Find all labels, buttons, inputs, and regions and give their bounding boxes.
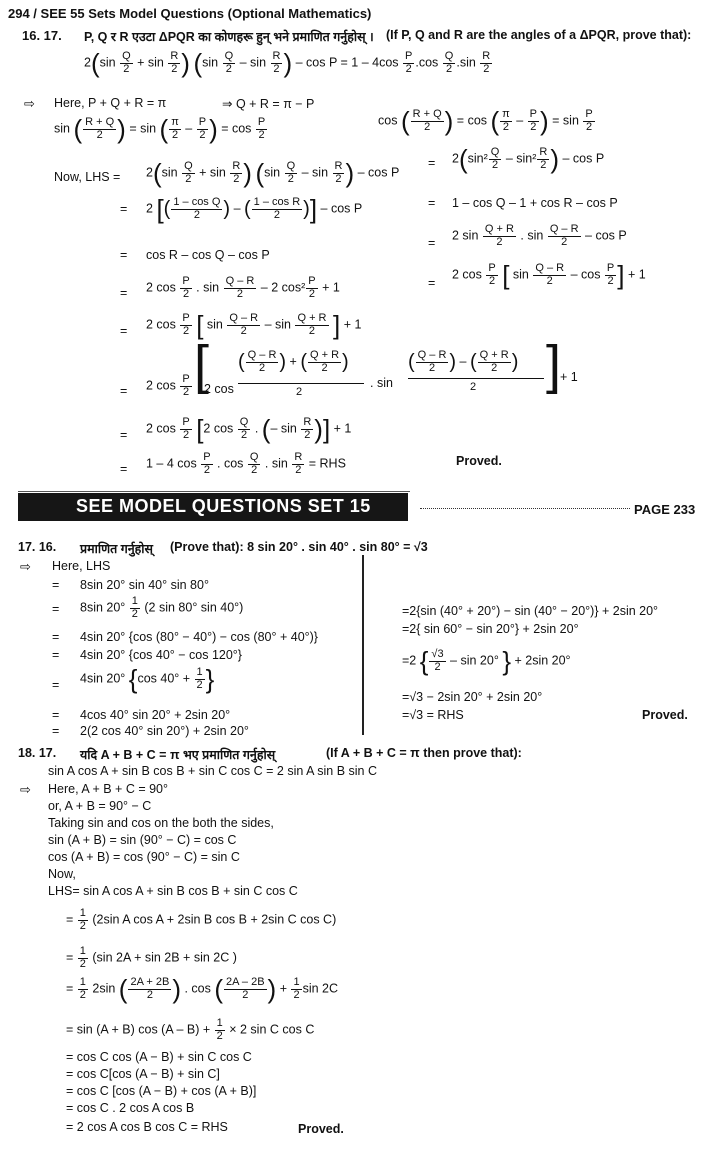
lhs-step-8: 1 – 4 cos $\frac{P}{2}$ . cos $\frac{Q}{2}$ . sin $\frac{R}{2}$ = RHS xyxy=(146,451,346,476)
lhs-step-1: 2(sin $\frac{Q}{2}$ + sin $\frac{R}{2}$ ) (sin $\frac{Q}{2}$ – sin $\frac{R}{2}$ ) – cos P xyxy=(146,158,400,188)
q17-left-step-7: 2(2 cos 40° sin 20°) + 2sin 20° xyxy=(80,724,249,738)
rhs-step-1: 2(sin² $\frac{Q}{2}$ – sin² $\frac{R}{2}$ ) – cos P xyxy=(452,144,605,174)
lhs-step-6-numerator: ( $\frac{Q - R}{2}$ ) + ( $\frac{Q + R}{2}$ ) xyxy=(238,349,349,374)
lhs-step-6-sin: . sin xyxy=(370,376,393,390)
q18-line-1: Here, A + B + C = 90° xyxy=(48,782,169,796)
question-statement-np: प्रमाणित गर्नुहोस् xyxy=(80,542,153,556)
proved-label: Proved. xyxy=(642,708,688,722)
q17-left-step-1: 8sin 20° sin 40° sin 80° xyxy=(80,578,209,592)
q18-step-6: = cos C[cos (A − B) + sin C] xyxy=(66,1067,220,1081)
q17-right-step-1: =2{sin (40° + 20°) − sin (40° − 20°)} + 2sin 20° xyxy=(402,604,659,618)
fraction-bar xyxy=(238,383,364,384)
given-expression: 2(sin $\frac{Q}{2}$ + sin $\frac{R}{2}$ ) (sin $\frac{Q}{2}$ – sin $\frac{R}{2}$ ) – cos P = 1 – 4cos $\frac{P}{2}$ .cos $\frac{Q}{2}$ .sin $\frac{R}{2}$ xyxy=(84,48,491,78)
rhs-step-3: 2 sin $\frac{Q + R}{2}$ . sin $\frac{Q - R}{2}$ – cos P xyxy=(452,223,627,248)
dotted-leader xyxy=(420,508,630,509)
q17-left-step-2: 8sin 20° $\frac{1}{2}$ (2 sin 80° sin 40°) xyxy=(80,595,244,620)
now-lhs-label: Now, LHS = xyxy=(54,170,121,184)
denominator-2: 2 xyxy=(470,381,477,393)
q18-line-7: LHS= sin A cos A + sin B cos B + sin C cos C xyxy=(48,884,298,898)
question-statement-np: यदि A + B + C = π भए प्रमाणित गर्नुहोस् xyxy=(80,748,276,762)
q17-left-step-5: 4sin 20° {cos 40° + $\frac{1}{2}$ } xyxy=(80,664,215,694)
lhs-step-6-numerator-2: ( $\frac{Q - R}{2}$ ) – ( $\frac{Q + R}{2}$ ) xyxy=(408,349,519,374)
to-prove: sin A cos A + sin B cos B + sin C cos C = 2 sin A sin B sin C xyxy=(48,764,377,778)
rhs-step-4: 2 cos $\frac{P}{2}$ [ sin $\frac{Q - R}{2}$ – cos $\frac{P}{2}$ ] + 1 xyxy=(452,260,646,290)
question-number: 16. 17. xyxy=(22,28,62,43)
q18-step-5: = cos C cos (A − B) + sin C cos C xyxy=(66,1050,252,1064)
q18-step-1: = $\frac{1}{2}$ (2sin A cos A + 2sin B cos B + 2sin C cos C) xyxy=(66,907,337,932)
banner-top-line xyxy=(18,491,410,492)
q18-step-9: = 2 cos A cos B cos C = RHS xyxy=(66,1120,228,1134)
lhs-step-3: cos R – cos Q – cos P xyxy=(146,248,270,262)
q17-left-step-6: 4cos 40° sin 20° + 2sin 20° xyxy=(80,708,231,722)
q18-line-2: or, A + B = 90° − C xyxy=(48,799,152,813)
column-divider xyxy=(362,555,364,735)
lhs-step-5: 2 cos $\frac{P}{2}$ [ sin $\frac{Q - R}{2}$ – sin $\frac{Q + R}{2}$ ] + 1 xyxy=(146,310,362,340)
solution-arrow-icon: ⇨ xyxy=(20,559,31,574)
sin-relation: sin ( $\frac{R + Q}{2}$ ) = sin ( $\frac{\pi}{2}$ – $\frac{P}{2}$ ) = cos $\frac{P}{2}$ xyxy=(54,114,266,144)
page-header: 294 / SEE 55 Sets Model Questions (Optional Mathematics) xyxy=(8,6,372,21)
denominator: 2 xyxy=(296,386,303,398)
q18-line-3: Taking sin and cos on the both the sides, xyxy=(48,816,274,830)
big-bracket-right: ] xyxy=(546,335,562,395)
q17-right-step-3: =2 { $\frac{√3}{2}$ – sin 20° } + 2sin 20° xyxy=(402,646,571,676)
solution-arrow-icon: ⇨ xyxy=(24,96,35,111)
q18-step-4: = sin (A + B) cos (A – B) + $\frac{1}{2}$ × 2 sin C cos C xyxy=(66,1017,315,1042)
solution-arrow-icon: ⇨ xyxy=(20,782,31,797)
section-banner-title: SEE MODEL QUESTIONS SET 15 xyxy=(76,496,371,516)
rhs-step-2: 1 – cos Q – 1 + cos R – cos P xyxy=(452,196,618,210)
question-statement-np: P, Q र R एउटा ΔPQR का कोणहरू हुन् भने प्रमाणित गर्नुहोस् । xyxy=(84,30,374,44)
given-sum: Here, P + Q + R = π xyxy=(54,96,167,110)
q17-left-step-4: 4sin 20° {cos 40° − cos 120°} xyxy=(80,648,242,662)
q18-step-3: = $\frac{1}{2}$ 2sin ( $\frac{2A + 2B}{2}$ ) . cos ( $\frac{2A - 2B}{2}$ ) + $\frac{1}{2}$ sin 2C xyxy=(66,974,339,1004)
big-bracket-left: [ xyxy=(194,335,210,395)
q17-right-step-4: =√3 − 2sin 20° + 2sin 20° xyxy=(402,690,543,704)
question-number: 17. 16. xyxy=(18,540,57,554)
q18-step-2: = $\frac{1}{2}$ (sin 2A + sin 2B + sin 2C ) xyxy=(66,945,237,970)
lhs-step-6-cos: 2 cos xyxy=(204,382,234,396)
q17-left-step-3: 4sin 20° {cos (80° − 40°) − cos (80° + 40°)} xyxy=(80,630,318,644)
section-banner xyxy=(18,493,408,521)
lhs-step-7: 2 cos $\frac{P}{2}$ [2 cos $\frac{Q}{2}$ . (– sin $\frac{R}{2}$ )] + 1 xyxy=(146,414,352,444)
cos-relation: cos ( $\frac{R + Q}{2}$ ) = cos ( $\frac{\pi}{2}$ – $\frac{P}{2}$ ) = sin $\frac{P}{2}$ xyxy=(378,106,593,136)
question-statement-en: (If A + B + C = π then prove that): xyxy=(326,746,522,760)
question-statement-en: (If P, Q and R are the angles of a ΔPQR, prove that): xyxy=(386,28,692,42)
q17-right-step-5: =√3 = RHS xyxy=(402,708,464,722)
lhs-step-6: 2 cos $\frac{P}{2}$ xyxy=(146,373,190,398)
question-number: 18. 17. xyxy=(18,746,57,760)
q18-step-7: = cos C [cos (A − B) + cos (A + B)] xyxy=(66,1084,257,1098)
q18-step-8: = cos C . 2 cos A cos B xyxy=(66,1101,195,1115)
lhs-step-4: 2 cos $\frac{P}{2}$ . sin $\frac{Q - R}{2}$ – 2 cos² $\frac{P}{2}$ + 1 xyxy=(146,275,340,300)
q17-right-step-2: =2{ sin 60° − sin 20°} + 2sin 20° xyxy=(402,622,579,636)
q18-line-4: sin (A + B) = sin (90° − C) = cos C xyxy=(48,833,237,847)
fraction-bar-2 xyxy=(408,378,544,379)
q18-line-5: cos (A + B) = cos (90° − C) = sin C xyxy=(48,850,240,864)
question-statement-en: (Prove that): 8 sin 20° . sin 40° . sin 80° = √3 xyxy=(170,540,428,554)
q18-line-6: Now, xyxy=(48,867,76,881)
page-reference: PAGE 233 xyxy=(634,502,696,517)
given-sum-derived: ⇒ Q + R = π − P xyxy=(222,97,315,111)
lhs-step-2: 2 [( $\frac{\text{1 – cos Q}}{2}$ ) – ( $\frac{\text{1 – cos R}}{2}$ )] – cos P xyxy=(146,194,363,224)
here-lhs: Here, LHS xyxy=(52,559,111,573)
proved-label: Proved. xyxy=(456,454,502,468)
proved-label: Proved. xyxy=(298,1122,344,1136)
plus-one: + 1 xyxy=(560,370,578,384)
